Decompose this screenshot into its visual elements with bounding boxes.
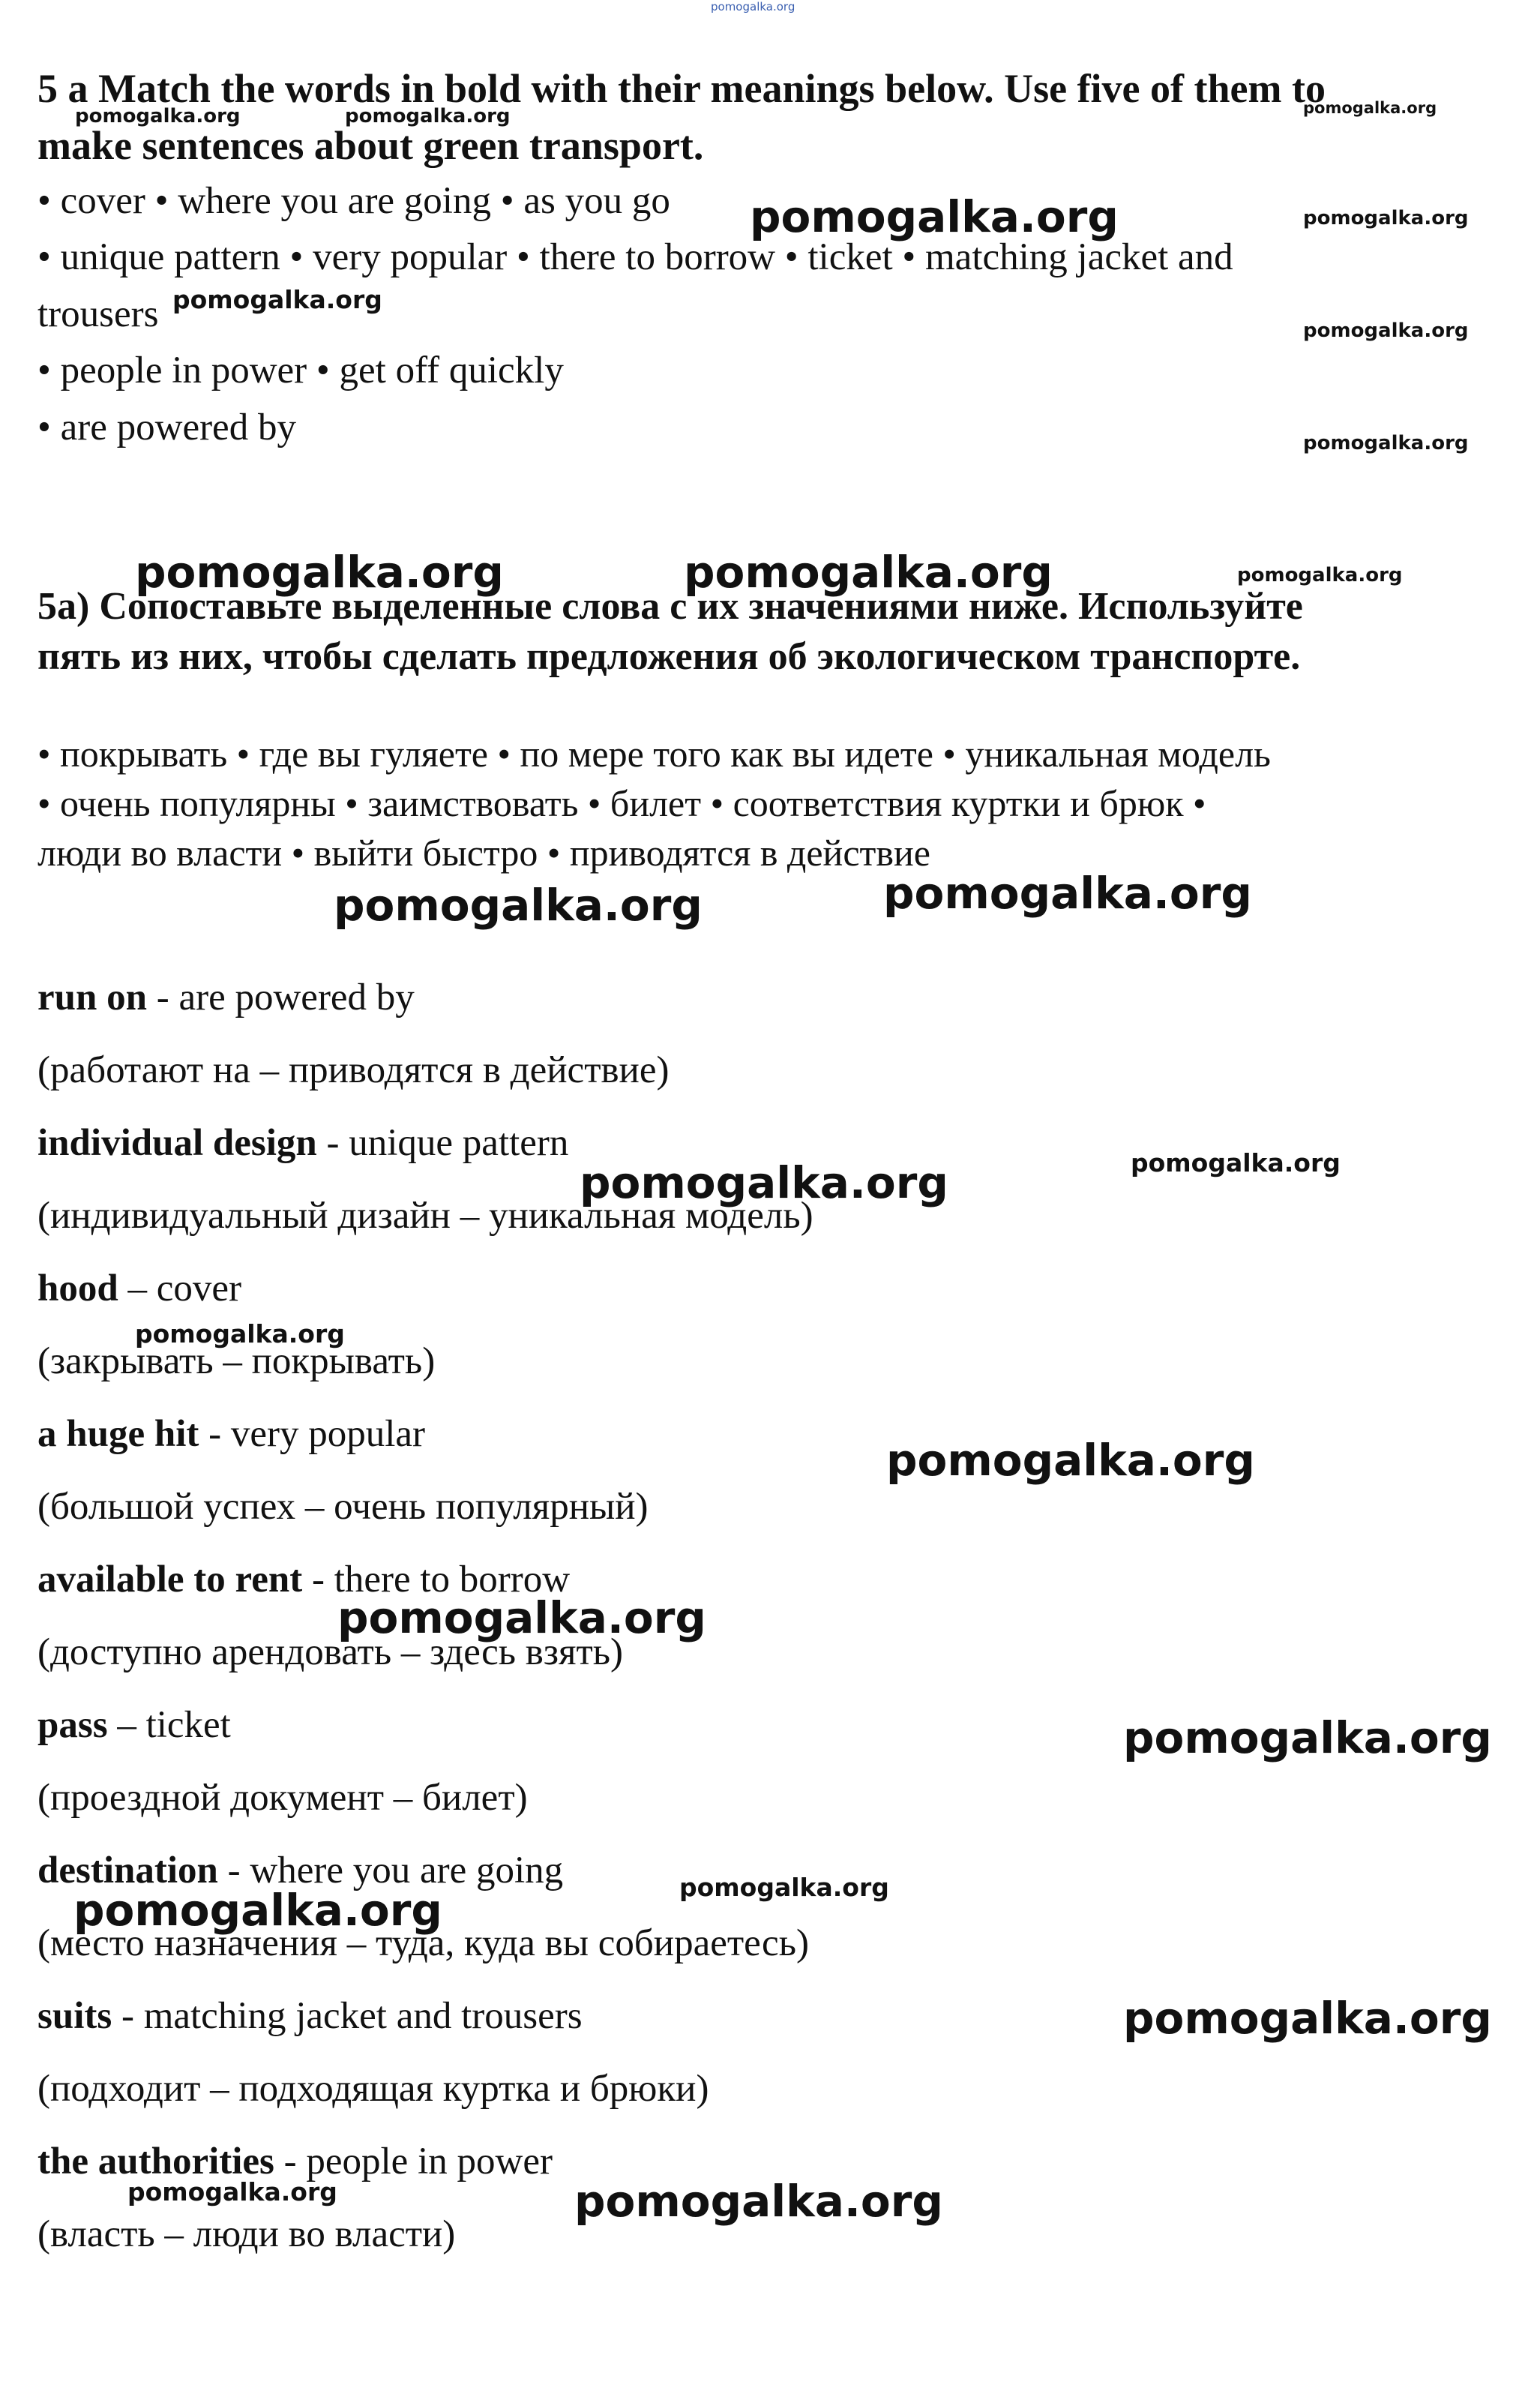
answer-term: run on (37, 976, 147, 1018)
watermark: pomogalka.org (337, 1592, 706, 1643)
answer-translation: (проездной документ – билет) (37, 1777, 528, 1819)
answer-term: hood (37, 1268, 118, 1310)
option-en-line-5: • are powered by (37, 406, 296, 448)
answer-separator: - (274, 2140, 307, 2182)
option-en-line-2: • unique pattern • very popular • there to borrow • ticket • matching jacket and (37, 236, 1233, 278)
answer-meaning: where you are going (250, 1850, 564, 1892)
option-ru-line-2: • очень популярны • заимствовать • билет • соответствия куртки и брюк • (37, 782, 1206, 824)
answer-term-line (37, 1994, 583, 2039)
answer-term: individual design (37, 1122, 317, 1164)
watermark: pomogalka.org (1303, 207, 1469, 230)
option-ru-line-3: люди во власти • выйти быстро • приводятся в действие (37, 832, 930, 874)
watermark: pomogalka.org (1303, 99, 1437, 117)
watermark: pomogalka.org (684, 547, 1053, 598)
option-en-line-3: trousers (37, 293, 159, 335)
answer-translation: (индивидуальный дизайн – уникальная модель) (37, 1195, 813, 1237)
answer-separator: – (118, 1268, 157, 1310)
answer-term: pass (37, 1704, 108, 1746)
answer-separator: - (146, 976, 179, 1018)
instruction-ru-line-1: 5a) Сопоставьте выделенные слова с их значениями ниже. Используйте (37, 585, 1303, 628)
watermark: pomogalka.org (1123, 1712, 1492, 1763)
option-en-line-4: • people in power • get off quickly (37, 350, 564, 392)
watermark: pomogalka.org (73, 1885, 442, 1936)
answer-term: destination (37, 1850, 218, 1892)
answer-separator: - (316, 1122, 349, 1164)
watermark: pomogalka.org (135, 1319, 345, 1348)
answer-translation: (большой успех – очень популярный) (37, 1486, 649, 1528)
watermark: pomogalka.org (679, 1873, 889, 1902)
answer-separator: - (217, 1850, 250, 1892)
answer-separator: - (112, 1995, 144, 2037)
option-ru-line-1: • покрывать • где вы гуляете • по мере того как вы идете • уникальная модель (37, 733, 1271, 775)
answer-translation: (подходит – подходящая куртка и брюки) (37, 2068, 709, 2110)
watermark: pomogalka.org (1303, 432, 1469, 454)
answer-translation: (место назначения – туда, куда вы собираетесь) (37, 1922, 809, 1964)
answer-separator: - (302, 1558, 334, 1600)
answer-meaning: unique pattern (349, 1122, 569, 1164)
answer-translation: (власть – люди во власти) (37, 2213, 456, 2255)
answer-meaning: people in power (306, 2140, 553, 2182)
watermark: pomogalka.org (1123, 1993, 1492, 2044)
answer-separator: - (199, 1413, 231, 1455)
watermark: pomogalka.org (886, 1435, 1255, 1486)
watermark: pomogalka.org (883, 868, 1252, 919)
answer-meaning: there to borrow (334, 1558, 571, 1600)
top-watermark: pomogalka.org (711, 0, 795, 14)
watermark: pomogalka.org (172, 285, 382, 314)
instruction-en-line-1: 5 a Match the words in bold with their meanings below. Use five of them to (37, 66, 1326, 111)
answer-term: available to rent (37, 1558, 303, 1600)
answer-term: suits (37, 1995, 112, 2037)
answer-meaning: cover (156, 1268, 241, 1310)
answer-meaning: very popular (230, 1413, 426, 1455)
instruction-en-line-2: make sentences about green transport. (37, 123, 704, 168)
answer-separator: – (107, 1704, 146, 1746)
watermark: pomogalka.org (750, 191, 1119, 242)
answer-term-line (37, 1120, 568, 1166)
answer-term-line (37, 1702, 231, 1748)
answer-term: the authorities (37, 2140, 274, 2182)
answer-translation: (доступно арендовать – здесь взять) (37, 1631, 624, 1673)
watermark: pomogalka.org (334, 880, 703, 931)
answer-term-line (37, 1412, 425, 1457)
watermark: pomogalka.org (75, 105, 241, 128)
answer-term: a huge hit (37, 1413, 199, 1455)
watermark: pomogalka.org (1237, 564, 1403, 586)
watermark: pomogalka.org (127, 2177, 337, 2206)
answer-translation: (работают на – приводятся в действие) (37, 1049, 670, 1091)
answer-meaning: ticket (145, 1704, 231, 1746)
watermark: pomogalka.org (345, 105, 511, 128)
answer-term-line (37, 975, 415, 1021)
answer-term-line (37, 1266, 241, 1312)
answer-meaning: are powered by (178, 976, 415, 1018)
watermark: pomogalka.org (580, 1157, 948, 1208)
instruction-ru-line-2: пять из них, чтобы сделать предложения об экологическом транспорте. (37, 635, 1301, 678)
option-en-line-1: • cover • where you are going • as you go (37, 180, 670, 222)
answer-meaning: matching jacket and trousers (143, 1995, 583, 2037)
watermark: pomogalka.org (1131, 1148, 1341, 1178)
watermark: pomogalka.org (135, 547, 504, 598)
watermark: pomogalka.org (1303, 320, 1469, 342)
answer-translation: (закрывать – покрывать) (37, 1340, 436, 1382)
watermark: pomogalka.org (574, 2176, 943, 2227)
